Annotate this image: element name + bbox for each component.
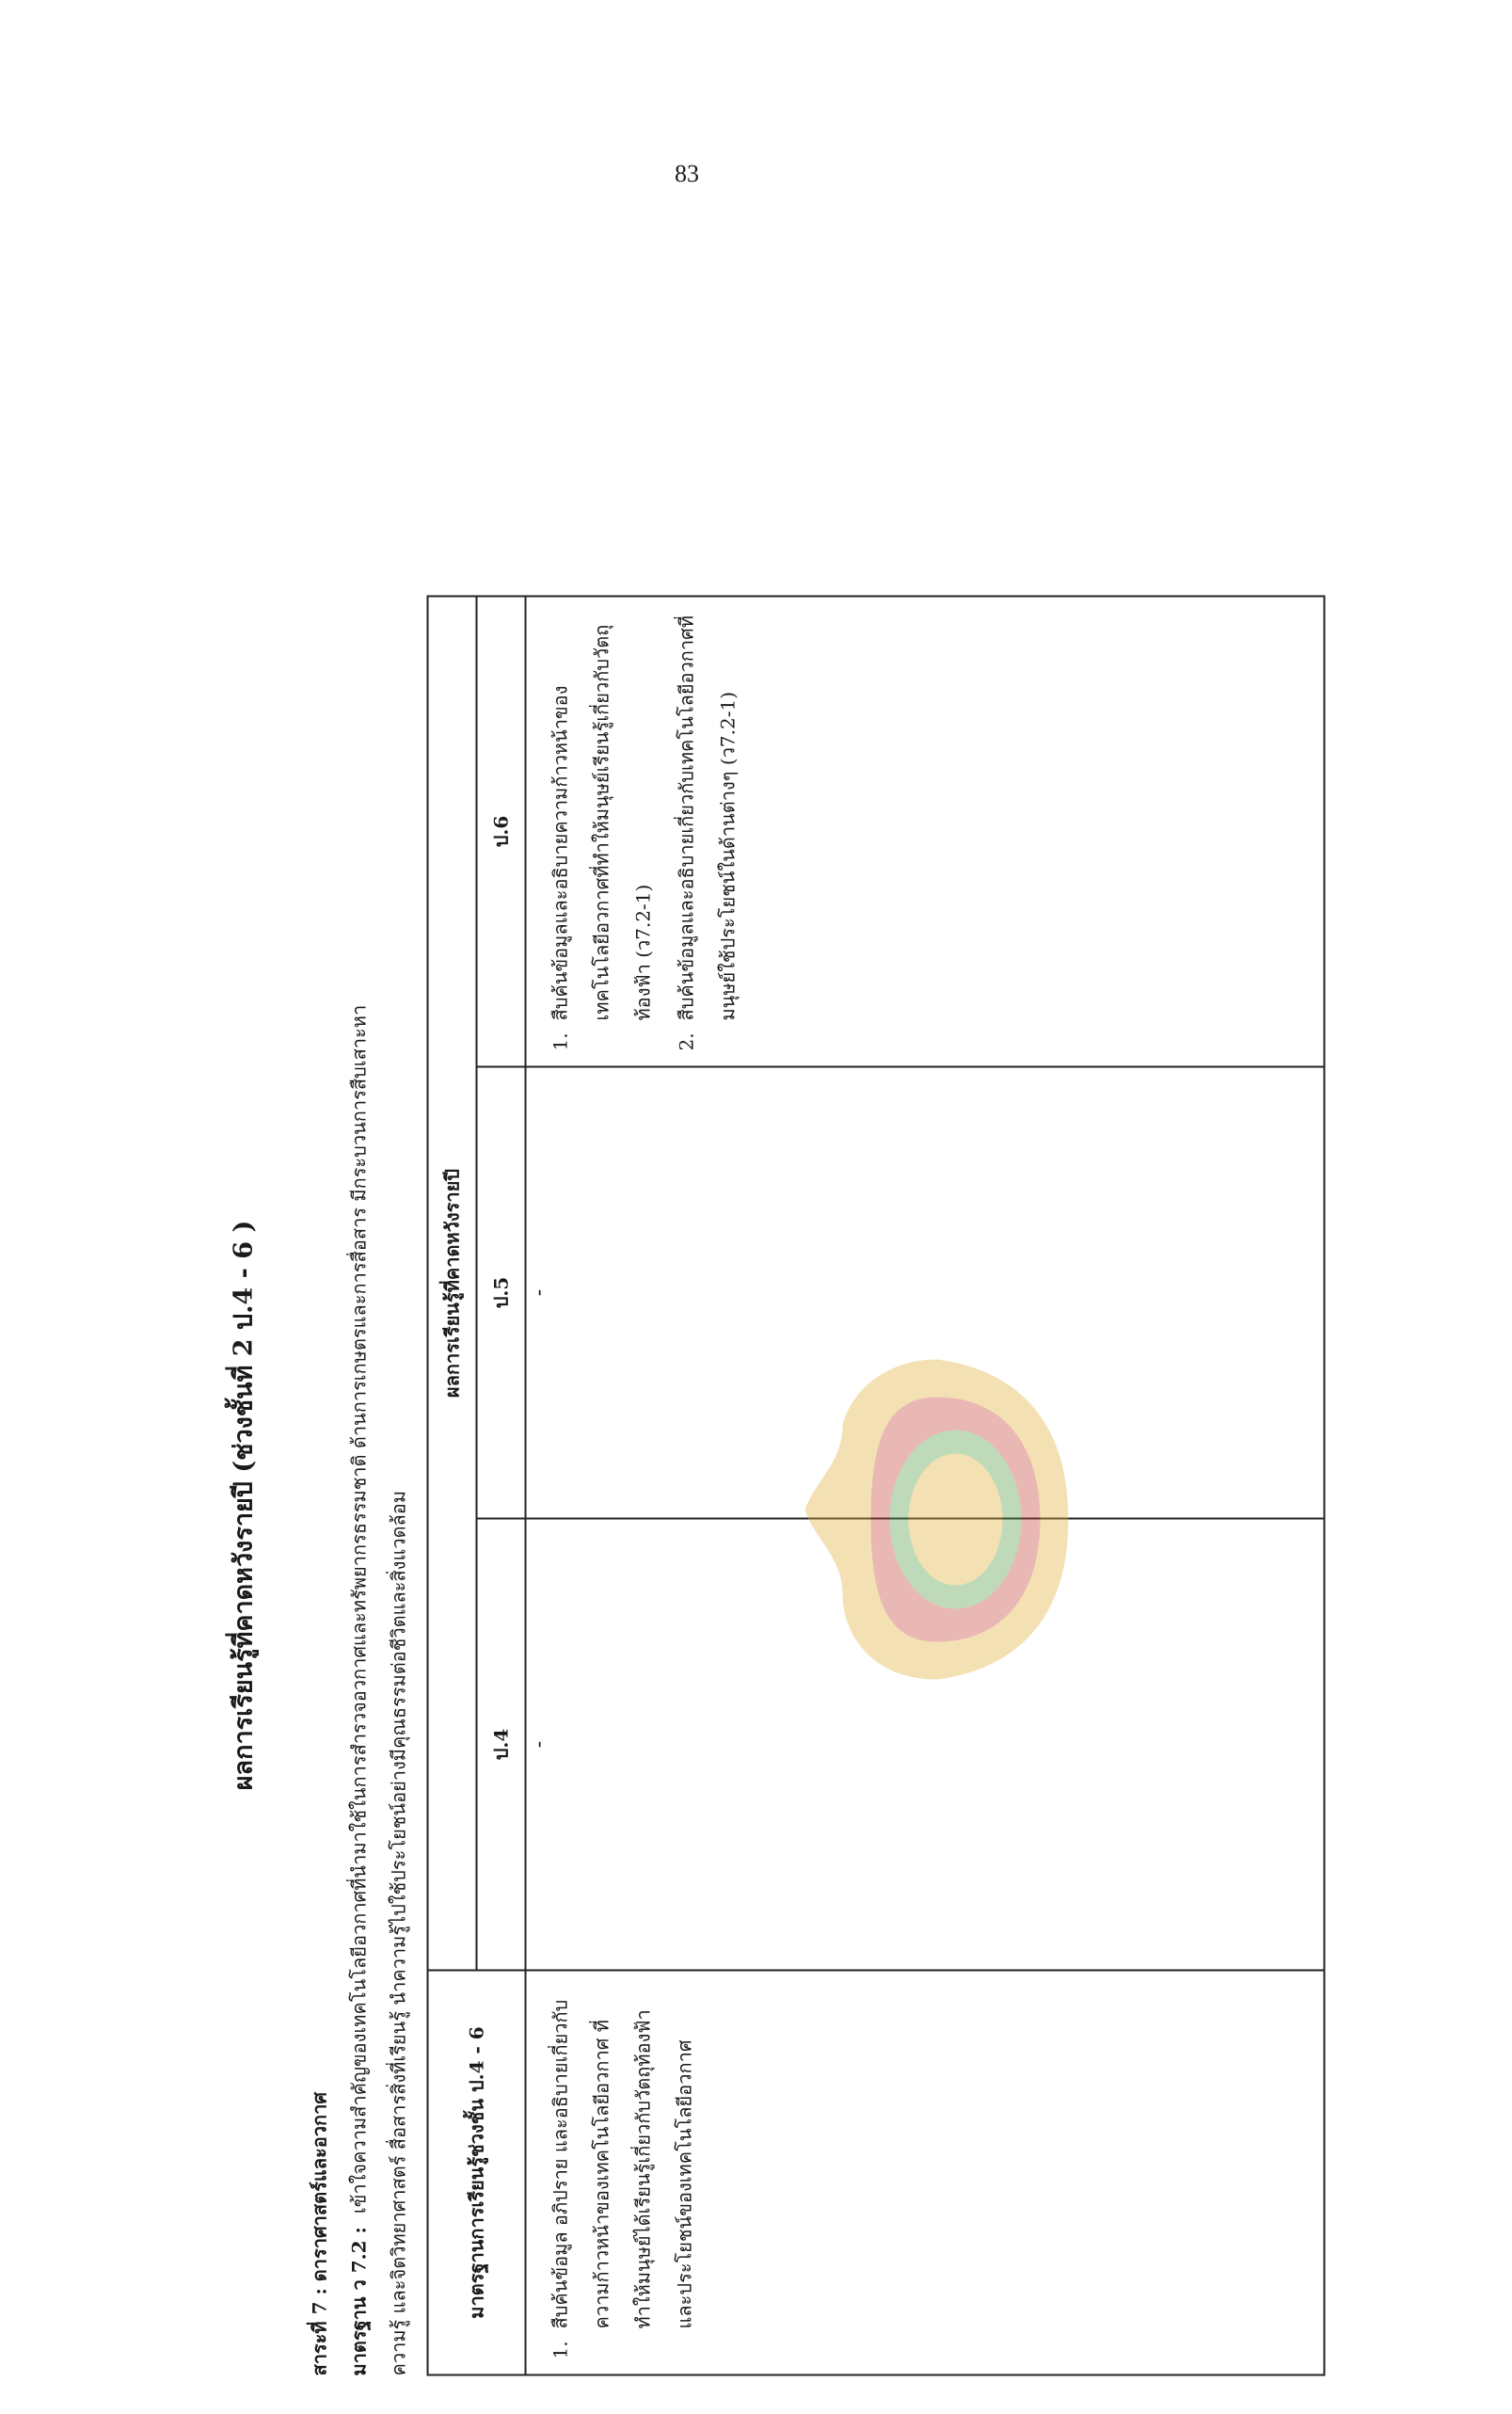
item-text: สืบค้นข้อมูล อภิปราย และอธิบายเกี่ยวกับความก้าวหน้าของเทคโนโลยีอวกาศ ที่ทำให้มนุษย์ได้เรียนรู้เกี่ยวกับวัตถุท้องฟ้า และประโยชน์ของเทคโนโลยีอวกาศ — [549, 1999, 696, 2329]
item-text: สืบค้นข้อมูลและอธิบายความก้าวหน้าของเทคโนโลยีอวกาศที่ทำให้มนุษย์เรียนรู้เกี่ยวกับวัตถุท้องฟ้า (ว7.2-1) — [549, 624, 655, 1021]
col-p5-header: ป.5 — [477, 1067, 526, 1519]
standard-line-2: ความรู้ และจิตวิทยาศาสตร์ สื่อสารสิ่งที่เรียนรู้ นำความรู้ไปใช้ประโยชน์อย่างมีคุณธรรมต่อชีวิตและสิ่งแวดล้อม — [387, 1490, 410, 2376]
seal-emblem — [909, 1454, 1003, 1586]
header-row-1 — [428, 597, 477, 2375]
p5-cell: - — [526, 1067, 1325, 1519]
page-title: ผลการเรียนรู้ที่คาดหวังรายปี (ช่วงชั้นที่ 2 ป.4 - 6 ) — [229, 1220, 259, 1791]
col-standard-header: มาตรฐานการเรียนรู้ช่วงชั้น ป.4 - 6 — [428, 1971, 526, 2375]
standard-cell — [526, 1971, 1325, 2375]
page-number: 83 — [675, 160, 699, 187]
group-header: ผลการเรียนรู้ที่คาดหวังรายปี — [428, 597, 477, 1971]
p4-cell: - — [526, 1519, 1325, 1971]
list-item — [540, 1987, 706, 2359]
col-p4-header: ป.4 — [477, 1519, 526, 1971]
strand-heading: สาระที่ 7 : ดาราศาสตร์และอวกาศ — [308, 2091, 331, 2376]
standard-text-1: เข้าใจความสำคัญของเทคโนโลยีอวกาศที่นำมาใช้ในการสำรวจอวกาศและทรัพยากรธรรมชาติ ด้านการเกษตรและการสื่อสาร มีกระบวนการสืบเสาะหา — [347, 1004, 371, 2214]
standard-line-1 — [344, 1005, 374, 2376]
list-item — [666, 613, 749, 1051]
standard-label: มาตรฐาน ว 7.2 : — [347, 2227, 371, 2376]
col-p6-header: ป.6 — [477, 597, 526, 1067]
item-number: 1. — [549, 1032, 572, 1051]
list-item — [540, 613, 664, 1051]
p6-cell — [526, 597, 1325, 1067]
seal-watermark — [796, 1341, 1078, 1699]
item-number: 2. — [675, 1032, 698, 1051]
item-text: สืบค้นข้อมูลและอธิบายเกี่ยวกับเทคโนโลยีอวกาศที่มนุษย์ใช้ประโยชน์ในด้านต่างๆ (ว7.2-1) — [675, 615, 740, 1021]
rotated-content — [222, 598, 1328, 2414]
item-number: 1. — [549, 2341, 572, 2359]
